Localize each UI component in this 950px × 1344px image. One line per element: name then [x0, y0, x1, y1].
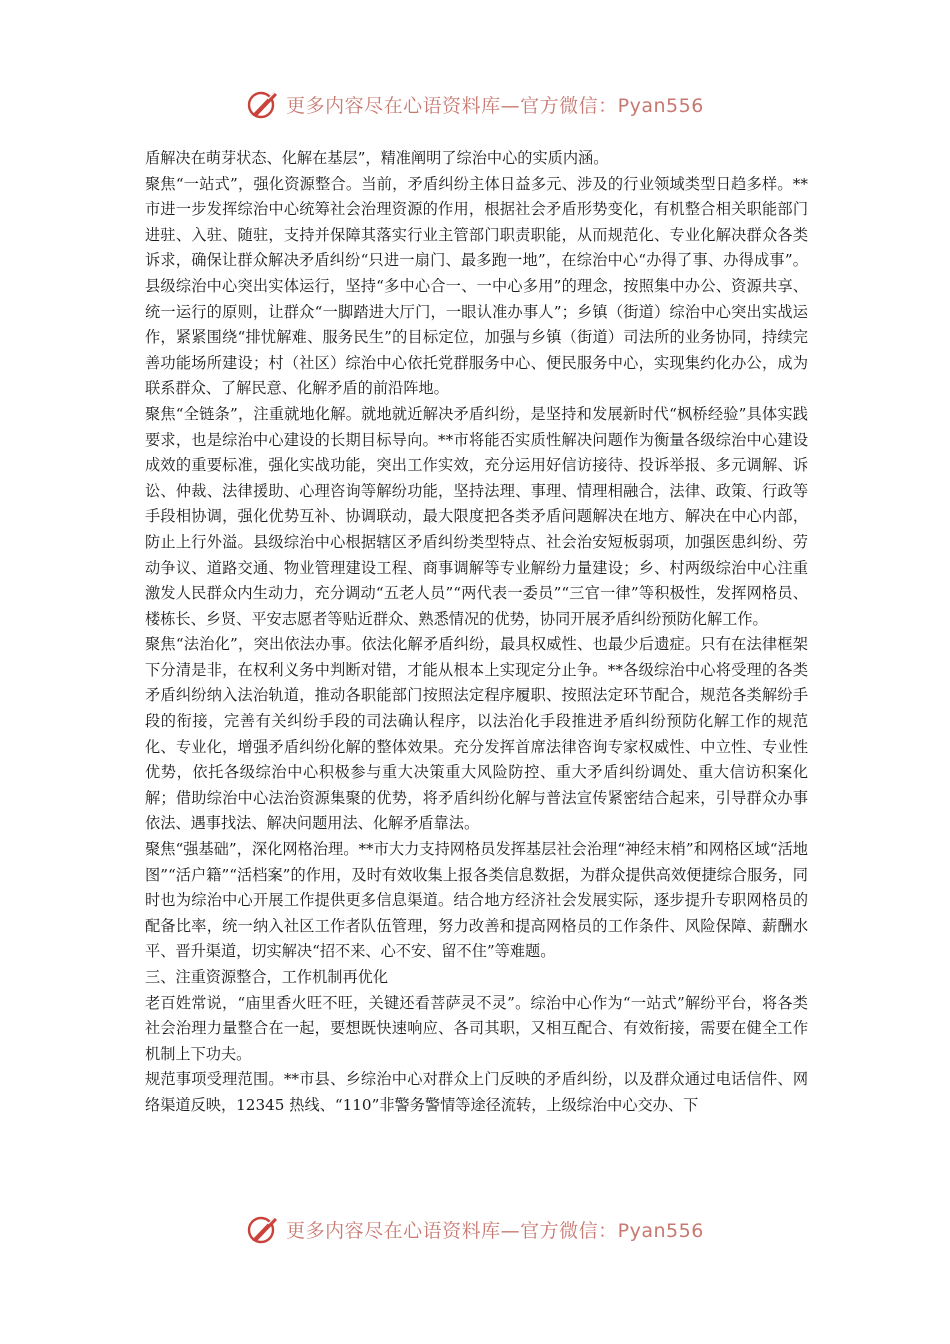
- paragraph: 聚焦“法治化”，突出依法办事。依法化解矛盾纠纷，最具权威性、也最少后遗症。只有在法律框架下分清是非，在权利义务中判断对错，才能从根本上实现定分止争。**各级综治中心将受理的各类矛盾纠纷纳入法治轨道，推动各职能部门按照法定程序履职、按照法定环节配合，规范各类解纷手段的衔接，完善有关纠纷手段的司法确认程序，以法治化手段推进矛盾纠纷预防化解工作的规范化、专业化，增强矛盾纠纷化解的整体效果。充分发挥首席法律咨询专家权威性、中立性、专业性优势，依托各级综治中心积极参与重大决策重大风险防控、重大矛盾纠纷调处、重大信访积案化解；借助综治中心法治资源集聚的优势，将矛盾纠纷化解与普法宣传紧密结合起来，引导群众办事依法、遇事找法、解决问题用法、化解矛盾靠法。: [145, 635, 808, 833]
- quill-pen-logo-icon: [246, 87, 280, 121]
- paragraph: 老百姓常说，“庙里香火旺不旺，关键还看菩萨灵不灵”。综治中心作为“一站式”解纷平台，将各类社会治理力量整合在一起，要想既快速响应、各司其职，又相互配合、有效衔接，需要在健全工作机制上下功夫。: [145, 993, 808, 1063]
- paragraph: 聚焦“一站式”，强化资源整合。当前，矛盾纠纷主体日益多元、涉及的行业领域类型日趋多样。**市进一步发挥综治中心统筹社会治理资源的作用，根据社会矛盾形势变化，有机整合相关职能部门进驻、入驻、随驻，支持并保障其落实行业主管部门职责职能，从而规范化、专业化解决群众各类诉求，确保让群众解决矛盾纠纷“只进一扇门、最多跑一地”，在综治中心“办得了事、办得成事”。县级综治中心突出实体运行，坚持“多中心合一、一中心多用”的理念，按照集中办公、资源共享、统一运行的原则，让群众“一脚踏进大厅门，一眼认准办事人”；乡镇（街道）综治中心突出实战运作，紧紧围绕“排忧解难、服务民生”的目标定位，加强与乡镇（街道）司法所的业务协同，持续完善功能场所建设；村（社区）综治中心依托党群服务中心、便民服务中心，实现集约化办公，成为联系群众、了解民意、化解矛盾的前沿阵地。: [145, 174, 808, 398]
- paragraph: 盾解决在萌芽状态、化解在基层”，精准阐明了综治中心的实质内涵。: [145, 149, 609, 167]
- banner-text: 更多内容尽在心语资料库—官方微信：Pyan556: [286, 94, 704, 117]
- banner-text: 更多内容尽在心语资料库—官方微信：Pyan556: [286, 1219, 704, 1242]
- paragraph: 规范事项受理范围。**市县、乡综治中心对群众上门反映的矛盾纠纷，以及群众通过电话信件、网络渠道反映，12345 热线、“110”非警务警情等途径流转，上级综治中心交办、下: [145, 1070, 808, 1114]
- document-body: [145, 146, 808, 1119]
- paragraph: 聚焦“强基础”，深化网格治理。**市大力支持网格员发挥基层社会治理“神经末梢”和网格区域“活地图”“活户籍”“活档案”的作用，及时有效收集上报各类信息数据，为群众提供高效便捷综合服务，同时也为综治中心开展工作提供更多信息渠道。结合地方经济社会发展实际，逐步提升专职网格员的配备比率，统一纳入社区工作者队伍管理，努力改善和提高网格员的工作条件、风险保障、薪酬水平、晋升渠道，切实解决“招不来、心不安、留不住”等难题。: [145, 840, 808, 961]
- footer-watermark-banner: [0, 1209, 950, 1249]
- header-watermark-banner: [0, 84, 950, 124]
- section-heading: 三、注重资源整合，工作机制再优化: [145, 968, 388, 986]
- paragraph: 聚焦“全链条”，注重就地化解。就地就近解决矛盾纠纷，是坚持和发展新时代“枫桥经验”具体实践要求，也是综治中心建设的长期目标导向。**市将能否实质性解决问题作为衡量各级综治中心建设成效的重要标准，强化实战功能，突出工作实效，充分运用好信访接待、投诉举报、多元调解、诉讼、仲裁、法律援助、心理咨询等解纷功能，坚持法理、事理、情理相融合，法律、政策、行政等手段相协调，强化优势互补、协调联动，最大限度把各类矛盾问题解决在地方、解决在中心内部，防止上行外溢。县级综治中心根据辖区矛盾纠纷类型特点、社会治安短板弱项，加强医患纠纷、劳动争议、道路交通、物业管理建设工程、商事调解等专业解纷力量建设；乡、村两级综治中心注重激发人民群众内生动力，充分调动“五老人员”“两代表一委员”“三官一律”等积极性，发挥网格员、楼栋长、乡贤、平安志愿者等贴近群众、熟悉情况的优势，协同开展矛盾纠纷预防化解工作。: [145, 404, 808, 628]
- quill-pen-logo-icon: [246, 1212, 280, 1246]
